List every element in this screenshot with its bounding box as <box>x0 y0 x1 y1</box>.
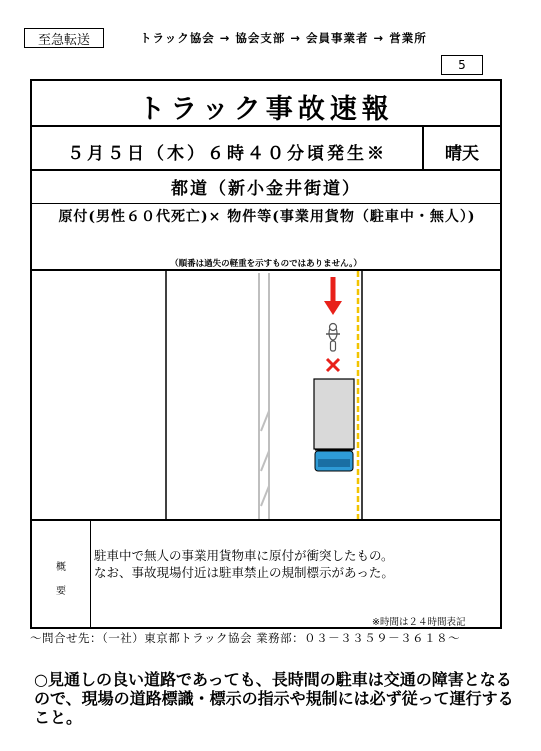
summary-line: なお、事故現場付近は駐車禁止の規制標示があった。 <box>94 565 394 580</box>
report-title: トラック事故速報 <box>138 94 394 125</box>
truck-icon <box>314 379 354 471</box>
safety-advice: ○見通しの良い道路であっても、長時間の駐車は交通の障害となるので、現場の道路標識・標示の指示や規制には必ず従って運行すること。 <box>34 670 514 727</box>
summary-label-char: 概 <box>56 562 66 573</box>
involved-parties: 原付(男性６０代死亡)× 物件等(事業用貨物（駐車中・無人）) <box>58 209 476 225</box>
contact-info: ～問合せ先：（一社）東京都トラック協会 業務部：０３－３３５９－３６１８～ <box>30 631 461 645</box>
accident-diagram <box>32 271 500 519</box>
road-name: 都道（新小金井街道） <box>171 179 361 199</box>
urgent-forward-label: 至急転送 <box>24 28 104 48</box>
weather: 晴天 <box>445 144 479 164</box>
collision-x-icon <box>327 359 339 371</box>
summary-line: 駐車中で無人の事業用貨物車に原付が衝突したもの。 <box>94 548 394 563</box>
summary-label-column <box>32 521 91 627</box>
order-note: （順番は過失の軽重を示すものではありません。） <box>170 259 362 269</box>
motorcycle-icon <box>326 324 340 352</box>
page-number: 5 <box>441 55 483 75</box>
summary-text <box>94 547 394 581</box>
summary-label-char: 要 <box>56 586 66 597</box>
occurrence-datetime: ５月５日（木）６時４０分頃発生※ <box>67 144 387 164</box>
distribution-route: トラック協会 → 協会支部 → 会員事業者 → 営業所 <box>140 31 427 45</box>
direction-arrow-icon <box>324 277 342 315</box>
report-frame <box>30 79 502 629</box>
time-format-note: ※時間は２４時間表記 <box>372 617 466 628</box>
